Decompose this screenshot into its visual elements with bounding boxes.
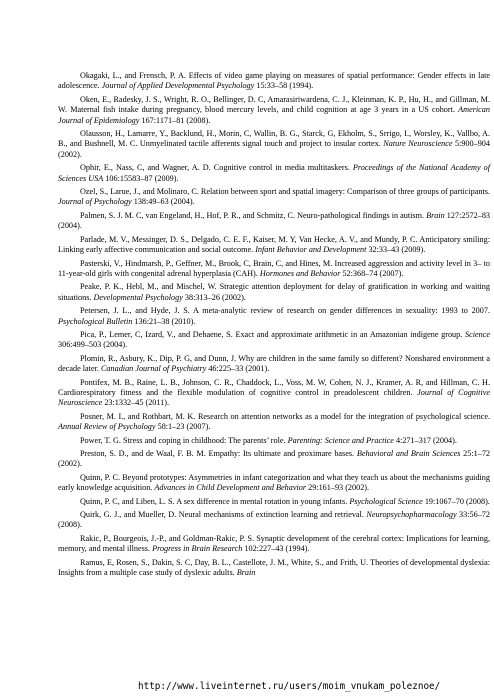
reference-list: [58, 71, 490, 581]
reference-citation: Pontifex, M. B., Raine, L. B., Johnson, C. R., Chaddock, L., Voss, M. W, Cohen, N. J., Kramer, A. R, and Hillman, C. H. Cardiorespiratory fitness and the flexible modulation of cognitive control in preadolescent children.: [58, 377, 490, 397]
reference-volume-pages: 102:227–43 (1994).: [242, 544, 310, 554]
reference-citation: Rakic, P., Bourgeois, J.-P., and Goldman-Rakic, P. S. Synaptic development of the cerebral cortex: Implications for learning, memory, and mental illness.: [58, 533, 490, 554]
reference-journal: Psychological Bulletin: [58, 316, 133, 326]
reference-entry: [58, 282, 490, 303]
reference-citation: Posner, M. I., and Rothbart, M. K. Research on attention networks as a model for the integration of psychological science.: [80, 411, 490, 421]
reference-volume-pages: 127:2572–83 (2004).: [58, 210, 491, 231]
reference-citation: Okagaki, L., and Frensch, P. A. Effects of video game playing on measures of spatial performance: Gender effects in late adolescence.: [58, 71, 490, 91]
reference-journal: Brain: [426, 210, 445, 220]
reference-volume-pages: 138:49–63 (2004).: [131, 197, 195, 207]
reference-journal: American Journal of Epidemiology: [58, 105, 490, 125]
reference-citation: Preston, S. D., and de Waal, F. B. M. Empathy: Its ultimate and proximare bases.: [80, 449, 357, 458]
reference-entry: [58, 354, 490, 375]
reference-citation: Petersen, J. L., and Hyde, J. S. A meta-analytic review of research on gender differences in sexuality: 1993 to 2007.: [80, 306, 490, 316]
reference-journal: Journal of Psychology: [58, 197, 132, 207]
reference-entry: [58, 306, 490, 327]
reference-citation: Quinn, P. C, and Liben, L. S. A sex difference in mental rotation in young infants.: [80, 496, 350, 506]
reference-journal: Hormones and Behavior: [259, 268, 341, 278]
reference-journal: Advances in Child Development and Behavior: [154, 483, 307, 493]
footer-url: http://www.liveinternet.ru/users/moim_vnukam_poleznoe/: [138, 681, 441, 692]
reference-volume-pages: 33:56–72 (2008).: [58, 510, 490, 530]
reference-volume-pages: 4:271–317 (2004).: [393, 435, 457, 445]
reference-citation: Ophir, E., Nass, C, and Wagner, A. D. Cognitive control in media multitaskers.: [80, 163, 353, 173]
reference-citation: Ramus, E, Rosen, S., Dakin, S. C, Day, B. L., Castellote, J. M., White, S., and Frith, U. Theories of developmental dyslexia: Insights from a multiple case study of dyslexic adults.: [58, 557, 490, 578]
reference-volume-pages: 5:900–904 (2002).: [58, 139, 490, 159]
reference-journal: Parenting: Science and Practice: [287, 435, 394, 445]
reference-journal: Canadian Journal of Psychiatry: [100, 364, 207, 374]
reference-entry: [58, 211, 490, 232]
reference-entry: [58, 378, 490, 409]
reference-volume-pages: 19:1067–70 (2008).: [422, 496, 490, 506]
reference-entry: [58, 187, 490, 208]
reference-journal: Infant Behavior and Development: [255, 245, 367, 255]
reference-citation: Oken, E., Radesky, J. S., Wright, R. O., Bellinger, D. C, Amarasiriwardena, C. J., Kleinman, K. P., Hu, H., and Gillman, M. W. Maternal fish intake during pregnancy, blood mercury levels, and child cognition at age 3 years in a US cohort.: [58, 94, 490, 115]
reference-citation: Olausson, H., Lamarre, Y., Backlund, H., Morin, C, Wallin, B. G., Starck, G, Ekholm, S., Srrigo, I., Worsley, K., Vallbo, A. B., and Bushnell, M. C. Unmyelinated tactile afferents signal touch and project to insular cortex.: [58, 129, 490, 149]
reference-journal: Psychological Science: [349, 496, 423, 506]
reference-entry: [58, 558, 490, 579]
reference-entry: [58, 510, 490, 531]
reference-journal: Annual Review of Psychology: [58, 422, 156, 432]
reference-entry: [58, 436, 490, 446]
reference-journal: Neuropsychopharmacology: [366, 510, 457, 520]
reference-citation: Ozel, S., Larue, J., and Molinaro, C. Relation between sport and spatial imagery: Comparison of three groups of participants.: [80, 187, 490, 197]
reference-volume-pages: 29:161–93 (2002).: [306, 483, 370, 493]
reference-volume-pages: 25:1–72 (2002).: [58, 449, 491, 469]
reference-entry: [58, 235, 490, 256]
reference-volume-pages: 32:33–43 (2009).: [366, 245, 426, 255]
reference-citation: Pica, P., Lemer, C, Izard, V., and Dehaene, S. Exact and approximate arithmetic in an Amazonian indigene group.: [80, 329, 465, 339]
reference-entry: [58, 129, 490, 160]
reference-entry: [58, 497, 490, 507]
reference-citation: Palmen, S. J. M. C, van Engeland, H., Hof, P. R., and Schmitz, C. Neuro-pathological findings in autism.: [80, 210, 427, 220]
reference-journal: Progress in Brain Research: [152, 544, 243, 554]
reference-entry: [58, 330, 490, 351]
reference-entry: [58, 259, 490, 280]
reference-journal: Behavioral and Brain Sciences: [356, 449, 461, 458]
reference-entry: [58, 473, 490, 494]
reference-volume-pages: 15:33–58 (1994).: [254, 81, 314, 91]
reference-volume-pages: 106:15583–87 (2009).: [103, 173, 179, 183]
reference-entry: [58, 534, 490, 555]
reference-journal: Proceedings of the National Academy of Sciences USA: [58, 163, 490, 183]
reference-volume-pages: 306:499–503 (2004).: [58, 340, 128, 350]
reference-volume-pages: 52:368–74 (2007).: [340, 268, 404, 278]
reference-volume-pages: 136:21–38 (2010).: [132, 316, 196, 326]
reference-citation: Quirk, G. J., and Mueller, D. Neural mechanisms of extinction learning and retrieval.: [80, 510, 367, 520]
reference-entry: [58, 449, 490, 470]
reference-journal: Developmental Psychology: [93, 292, 183, 302]
reference-citation: Peake, P. K., Hebl, M., and Mischel, W. Strategic attention deployment for delay of gratification in working and waiting situations.: [58, 282, 490, 302]
reference-volume-pages: 167:1171–81 (2008).: [139, 115, 211, 125]
reference-journal: Brain: [236, 568, 256, 578]
reference-volume-pages: 46:225–33 (2001).: [206, 364, 270, 374]
reference-entry: [58, 95, 490, 126]
reference-citation: Quinn, P. C. Beyond prototypes: Asymmetries in infant categorization and what they teach us about the mechanisms guiding early knowledge acquisition.: [58, 472, 490, 493]
reference-journal: Science: [465, 329, 490, 339]
reference-citation: Pasterski, V., Hindmarsh, P., Geffner, M., Brook, C, Brain, C, and Hines, M. Increased aggression and activity level in 3– to 11-year-old girls with congenital adrenal hyperplasia (CAH).: [58, 258, 490, 278]
reference-citation: Power, T. G. Stress and coping in childhood: The parents’ role.: [80, 435, 288, 445]
reference-journal: Journal of Cognitive Neuroscience: [58, 387, 490, 408]
reference-entry: [58, 412, 490, 433]
reference-citation: Plomin, R., Asbury, K., Dip, P. G, and Dunn, J. Why are children in the same family so different? Nonshared environment a decade later.: [58, 353, 490, 374]
reference-volume-pages: 23:1332–45 (2011).: [102, 398, 170, 408]
reference-journal: Nature Neuroscience: [383, 139, 453, 149]
reference-volume-pages: 38:313–26 (2002).: [182, 292, 246, 302]
reference-entry: [58, 71, 490, 92]
reference-journal: Journal of Applied Developmental Psychology: [101, 81, 255, 91]
reference-citation: Parlade, M. V., Messinger, D. S., Delgado, C. E. F., Kaiser, M. Y, Van Hecke, A. V., and Mundy, P. C. Anticipatory smiling: Linking early affective communication and social outcome.: [58, 234, 490, 255]
reference-volume-pages: 58:1–23 (2007).: [155, 422, 211, 432]
reference-entry: [58, 163, 490, 184]
